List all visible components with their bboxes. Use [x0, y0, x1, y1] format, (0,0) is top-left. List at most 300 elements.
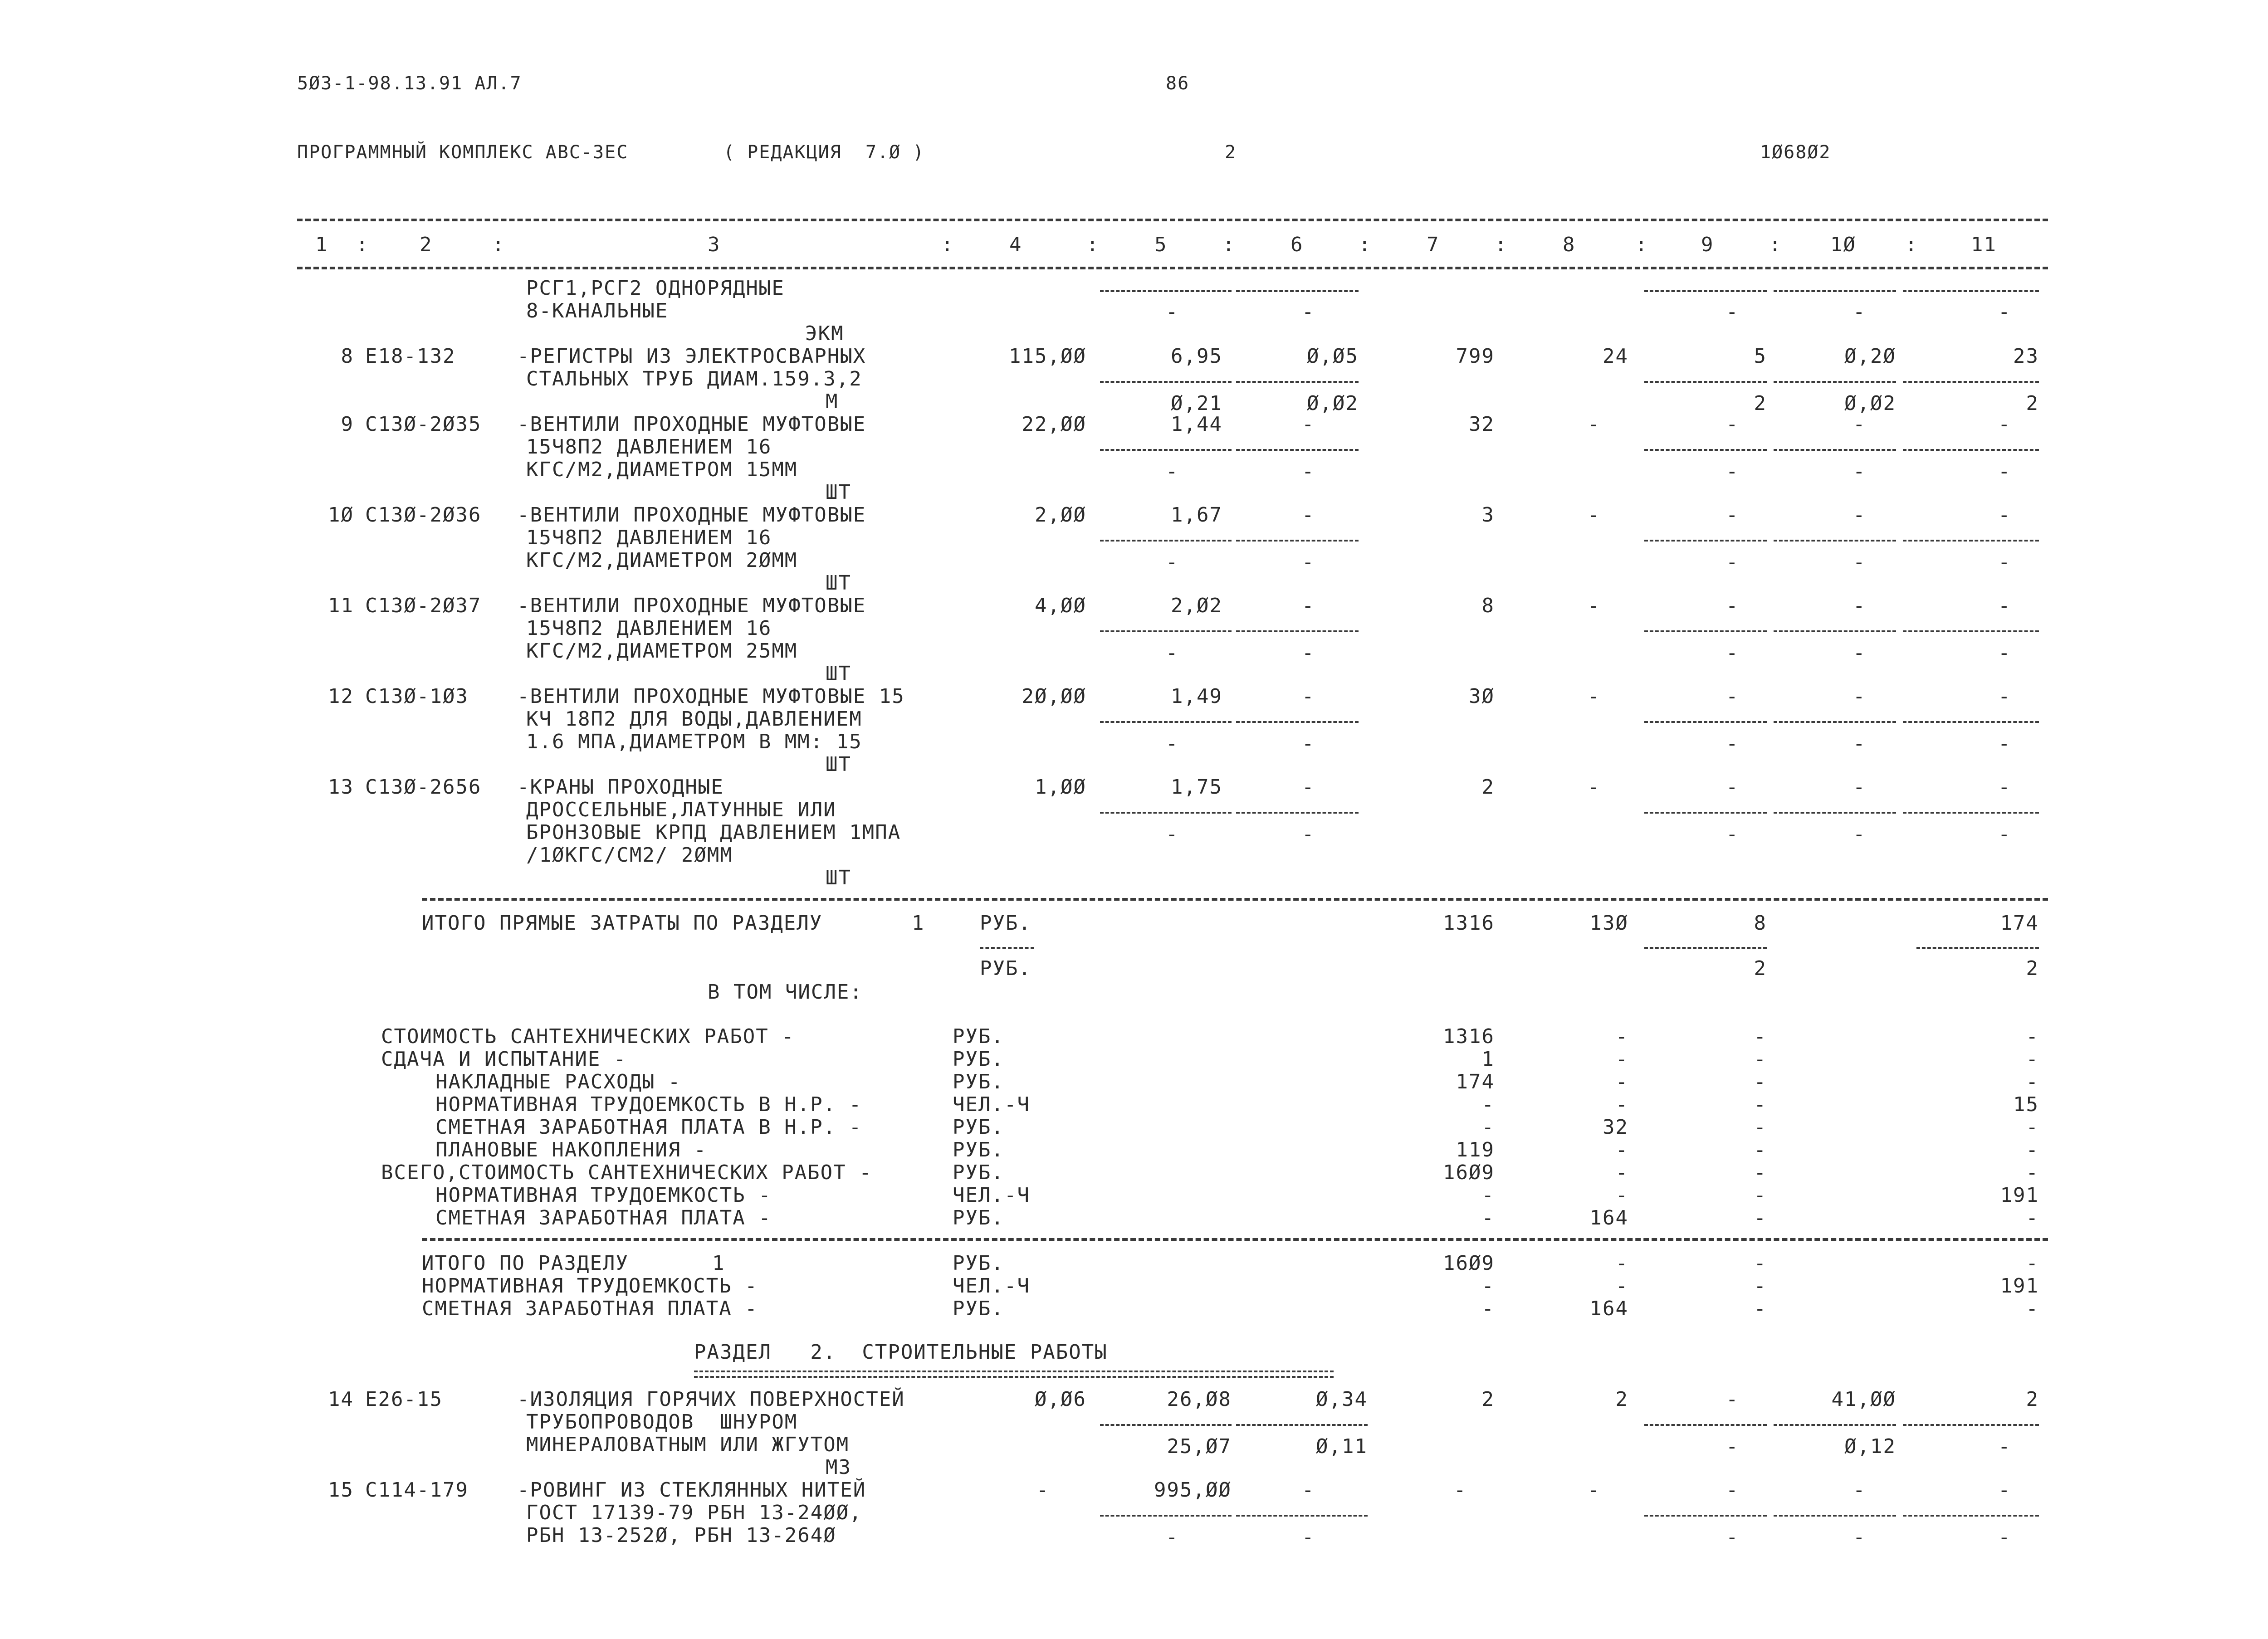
cell-value: - [2026, 1138, 2039, 1161]
cell-value: - [1853, 413, 1866, 436]
section-title-underline [694, 1371, 1334, 1378]
cell-value: 13Ø [1589, 912, 1628, 935]
cell-value: - [1588, 685, 1601, 708]
cell-value: - [1726, 1526, 1739, 1549]
cell-value: 2 [2026, 1388, 2039, 1411]
cell-value: 8 [1481, 594, 1495, 617]
item-code: Е18-132 [365, 345, 456, 368]
cell-rule [1236, 381, 1359, 383]
col-1-header: 1 [315, 233, 328, 256]
cell-value: 3 [1481, 503, 1495, 527]
cell-value: - [1615, 1161, 1628, 1184]
col-sep: : [941, 233, 954, 256]
item-description: КГС/М2,ДИАМЕТРОМ 25ММ [526, 639, 798, 663]
cell-value: Ø,Ø2 [1307, 392, 1359, 415]
cell-value: - [1754, 1274, 1767, 1298]
cell-quantity: 2Ø,ØØ [1022, 685, 1086, 708]
cell-value: 16Ø9 [1443, 1252, 1495, 1275]
col-6-header: 6 [1290, 233, 1304, 256]
cell-rule [1903, 630, 2039, 632]
cell-value: - [1302, 641, 1315, 664]
cell-rule [1916, 947, 2039, 949]
item-code: Е26-15 [365, 1388, 443, 1411]
cell-value: 25,Ø7 [1167, 1435, 1232, 1458]
cell-value: - [1302, 551, 1315, 574]
cell-rule [1644, 947, 1767, 949]
header-rule-bottom [297, 267, 2048, 269]
cell-rule [1774, 812, 1896, 814]
col-9-header: 9 [1701, 233, 1714, 256]
cell-value: - [1754, 1297, 1767, 1320]
item-description: -ВЕНТИЛИ ПРОХОДНЫЕ МУФТОВЫЕ 15 [517, 685, 905, 708]
total-label: ИТОГО ПРЯМЫЕ ЗАТРАТЫ ПО РАЗДЕЛУ [422, 912, 823, 935]
col-sep: : [1635, 233, 1648, 256]
cell-value: 2 [1481, 776, 1495, 799]
cell-rule [1644, 1424, 1767, 1426]
cell-value: - [2026, 1025, 2039, 1048]
cell-rule [1774, 630, 1896, 632]
cell-value: 1 [1481, 1048, 1495, 1071]
total-label: НОРМАТИВНАЯ ТРУДОЕМКОСТЬ - [435, 1184, 772, 1207]
cell-value: - [1998, 732, 2011, 755]
total-unit: РУБ. [953, 1048, 1004, 1071]
page-number: 86 [1166, 73, 1190, 94]
item-description: -ВЕНТИЛИ ПРОХОДНЫЕ МУФТОВЫЕ [517, 503, 866, 527]
total-unit: РУБ. [953, 1252, 1004, 1275]
cell-rule [1644, 540, 1767, 541]
item-code: С13Ø-2Ø36 [365, 503, 482, 527]
program-name: ПРОГРАММНЫЙ КОМПЛЕКС АВС-3ЕС [297, 142, 629, 163]
cell-quantity: 2,ØØ [1035, 503, 1086, 527]
cell-value: - [1998, 413, 2011, 436]
total-label: СМЕТНАЯ ЗАРАБОТНАЯ ПЛАТА - [422, 1297, 758, 1320]
cell-value: - [1588, 413, 1601, 436]
col-5-header: 5 [1154, 233, 1168, 256]
col-sep: : [1905, 233, 1918, 256]
job-number: 1Ø68Ø2 [1760, 142, 1831, 163]
cell-value: - [1302, 503, 1315, 527]
cell-value: 174 [2000, 912, 2039, 935]
item-description: -ВЕНТИЛИ ПРОХОДНЫЕ МУФТОВЫЕ [517, 594, 866, 617]
cell-value: - [1615, 1274, 1628, 1298]
cell-rule [1236, 630, 1359, 632]
item-description: СТАЛЬНЫХ ТРУБ ДИАМ.159.3,2 [526, 367, 862, 390]
cell-value: - [1166, 732, 1179, 755]
total-label: НАКЛАДНЫЕ РАСХОДЫ - [435, 1070, 681, 1093]
col-10-header: 1Ø [1830, 233, 1856, 256]
item-code: С13Ø-2Ø35 [365, 413, 482, 436]
cell-value: 2 [1754, 957, 1767, 980]
cell-value: - [1754, 1206, 1767, 1229]
item-description: -РОВИНГ ИЗ СТЕКЛЯННЫХ НИТЕЙ [517, 1478, 866, 1502]
cell-value: 8 [1754, 912, 1767, 935]
total-label: НОРМАТИВНАЯ ТРУДОЕМКОСТЬ - [422, 1274, 758, 1298]
total-label: СМЕТНАЯ ЗАРАБОТНАЯ ПЛАТА - [435, 1206, 772, 1229]
cell-rule [1100, 540, 1232, 541]
cell-value: - [1302, 732, 1315, 755]
total-unit: РУБ. [953, 1161, 1004, 1184]
cell-value: - [1853, 823, 1866, 846]
total-unit: РУБ. [953, 1138, 1004, 1161]
item-unit: ШТ [826, 866, 851, 889]
col-3-header: 3 [708, 233, 721, 256]
item-description: 8-КАНАЛЬНЫЕ [526, 299, 669, 322]
sheet-number: 2 [1225, 142, 1237, 163]
total-unit: ЧЕЛ.-Ч [953, 1093, 1030, 1116]
cell-rule [1236, 449, 1359, 451]
item-description: КГС/М2,ДИАМЕТРОМ 2ØММ [526, 549, 798, 572]
item-number: 14 [328, 1388, 354, 1411]
cell-value: - [1998, 685, 2011, 708]
cell-rule [1903, 812, 2039, 814]
cell-value: - [1302, 413, 1315, 436]
cell-value: - [1754, 1025, 1767, 1048]
col-sep: : [492, 233, 505, 256]
cell-quantity: 1,ØØ [1035, 776, 1086, 799]
cell-value: - [1726, 551, 1739, 574]
section-title: РАЗДЕЛ 2. СТРОИТЕЛЬНЫЕ РАБОТЫ [694, 1341, 1108, 1364]
item-description: /1ØКГС/СМ2/ 2ØММ [526, 844, 733, 867]
item-number: 9 [341, 413, 354, 436]
cell-value: 5 [1754, 345, 1767, 368]
cell-rule [1903, 381, 2039, 383]
cell-value: - [1726, 776, 1739, 799]
cell-rule [1644, 381, 1767, 383]
cell-value: 1,75 [1171, 776, 1222, 799]
cell-rule [1644, 630, 1767, 632]
item-description: МИНЕРАЛОВАТНЫМ ИЛИ ЖГУТОМ [526, 1433, 850, 1456]
cell-value: - [1302, 1478, 1315, 1502]
cell-value: Ø,21 [1171, 392, 1222, 415]
cell-value: - [1726, 300, 1739, 323]
item-description: ДРОССЕЛЬНЫЕ,ЛАТУННЫЕ ИЛИ [526, 798, 836, 821]
cell-value: - [1615, 1025, 1628, 1048]
cell-value: 2 [1481, 1388, 1495, 1411]
item-unit: М3 [826, 1456, 851, 1479]
item-description: -РЕГИСТРЫ ИЗ ЭЛЕКТРОСВАРНЫХ [517, 345, 866, 368]
item-code: С114-179 [365, 1478, 469, 1502]
col-7-header: 7 [1427, 233, 1440, 256]
cell-value: - [1998, 460, 2011, 483]
cell-value: - [1615, 1138, 1628, 1161]
cell-value: 191 [2000, 1274, 2039, 1298]
cell-value: 164 [1589, 1297, 1628, 1320]
total-unit: РУБ. [953, 1206, 1004, 1229]
cell-value: - [1853, 503, 1866, 527]
cell-value: - [1853, 1478, 1866, 1502]
col-2-header: 2 [420, 233, 433, 256]
total-label: ВСЕГО,СТОИМОСТЬ САНТЕХНИЧЕСКИХ РАБОТ - [381, 1161, 872, 1184]
total-unit: РУБ. [953, 1025, 1004, 1048]
cell-value: - [1166, 823, 1179, 846]
program-edition: ( РЕДАКЦИЯ 7.Ø ) [723, 142, 925, 163]
cell-value: - [1726, 685, 1739, 708]
cell-value: - [1302, 300, 1315, 323]
cell-value: - [1615, 1093, 1628, 1116]
cell-value: - [1998, 551, 2011, 574]
cell-value: 23 [2013, 345, 2039, 368]
cell-value: - [1166, 551, 1179, 574]
cell-value: 174 [1456, 1070, 1495, 1093]
cell-value: - [1853, 551, 1866, 574]
cell-value: - [1481, 1274, 1495, 1298]
cell-rule [1903, 721, 2039, 723]
cell-rule [1100, 449, 1232, 451]
cell-value: - [1754, 1138, 1767, 1161]
cell-value: - [1615, 1184, 1628, 1207]
cell-value: - [1615, 1070, 1628, 1093]
cell-value: - [1481, 1093, 1495, 1116]
cell-value: - [1998, 503, 2011, 527]
cell-rule [1903, 1515, 2039, 1517]
cell-value: - [1998, 823, 2011, 846]
cell-value: - [1754, 1048, 1767, 1071]
cell-value: - [1754, 1161, 1767, 1184]
item-number: 8 [341, 345, 354, 368]
cell-value: Ø,2Ø [1844, 345, 1896, 368]
cell-rule [1903, 1424, 2039, 1426]
total-label: СМЕТНАЯ ЗАРАБОТНАЯ ПЛАТА В Н.Р. - [435, 1116, 862, 1139]
cell-value: 191 [2000, 1184, 2039, 1207]
total-unit: ЧЕЛ.-Ч [953, 1274, 1030, 1298]
col-sep: : [1495, 233, 1508, 256]
item-description: ТРУБОПРОВОДОВ ШНУРОМ [526, 1410, 798, 1434]
total-unit: ЧЕЛ.-Ч [953, 1184, 1030, 1207]
cell-value: - [1726, 1478, 1739, 1502]
cell-value: - [1615, 1048, 1628, 1071]
item-number: 12 [328, 685, 354, 708]
cell-value: - [2026, 1070, 2039, 1093]
total-label: СТОИМОСТЬ САНТЕХНИЧЕСКИХ РАБОТ - [381, 1025, 795, 1048]
cell-value: - [1998, 300, 2011, 323]
cell-rule [1774, 540, 1896, 541]
item-description: -КРАНЫ ПРОХОДНЫЕ [517, 776, 724, 799]
cell-value: - [2026, 1297, 2039, 1320]
cell-value: 119 [1456, 1138, 1495, 1161]
cell-value: - [1853, 685, 1866, 708]
item-unit: ШТ [826, 753, 851, 776]
cell-value: - [1302, 823, 1315, 846]
cell-value: 15 [2013, 1093, 2039, 1116]
cell-value: 1,44 [1171, 413, 1222, 436]
cell-value: - [1302, 460, 1315, 483]
item-code: С13Ø-2656 [365, 776, 482, 799]
cell-value: - [1302, 776, 1315, 799]
cell-rule [1644, 449, 1767, 451]
cell-rule [1236, 1515, 1368, 1517]
cell-rule [1774, 381, 1896, 383]
item-number: 1Ø [328, 503, 354, 527]
cell-value: 1316 [1443, 1025, 1495, 1048]
col-sep: : [1086, 233, 1100, 256]
cell-value: 995,ØØ [1154, 1478, 1232, 1502]
cell-value: - [1588, 594, 1601, 617]
cell-value: - [1481, 1206, 1495, 1229]
total-unit: РУБ. [953, 1116, 1004, 1139]
cell-rule [1774, 290, 1896, 292]
cell-value: - [2026, 1161, 2039, 1184]
cell-value: - [1853, 594, 1866, 617]
item-description: РСГ1,РСГ2 ОДНОРЯДНЫЕ [526, 277, 785, 300]
totals-rule [422, 898, 2048, 901]
cell-rule [1100, 381, 1232, 383]
cell-value: - [1166, 300, 1179, 323]
cell-value: 164 [1589, 1206, 1628, 1229]
total-section-number: 1 [712, 1252, 725, 1275]
cell-value: 2 [1615, 1388, 1628, 1411]
cell-rule [1236, 1424, 1368, 1426]
item-description: РБН 13-252Ø, РБН 13-264Ø [526, 1524, 836, 1547]
cell-rule [1236, 721, 1359, 723]
cell-value: - [1754, 1252, 1767, 1275]
cell-value: - [1754, 1116, 1767, 1139]
cell-value: 2 [1754, 392, 1767, 415]
cell-value: - [1726, 1388, 1739, 1411]
cell-rule [1236, 540, 1359, 541]
total-label: ПЛАНОВЫЕ НАКОПЛЕНИЯ - [435, 1138, 707, 1161]
col-sep: : [1769, 233, 1782, 256]
cell-value: 26,Ø8 [1167, 1388, 1232, 1411]
item-unit: ШТ [826, 662, 851, 685]
cell-value: - [1302, 1526, 1315, 1549]
total-label: СДАЧА И ИСПЫТАНИЕ - [381, 1048, 627, 1071]
total-label: ИТОГО ПО РАЗДЕЛУ [422, 1252, 629, 1275]
cell-value: - [1481, 1116, 1495, 1139]
cell-value: - [1754, 1070, 1767, 1093]
item-code: С13Ø-1Ø3 [365, 685, 469, 708]
item-description: 15Ч8П2 ДАВЛЕНИЕМ 16 [526, 435, 772, 459]
cell-value: - [1754, 1093, 1767, 1116]
cell-rule [1100, 812, 1232, 814]
cell-value: 41,ØØ [1831, 1388, 1896, 1411]
cell-value: 2 [2026, 957, 2039, 980]
header-rule-top [297, 219, 2048, 221]
item-description: -ИЗОЛЯЦИЯ ГОРЯЧИХ ПОВЕРХНОСТЕЙ [517, 1388, 905, 1411]
cell-value: - [1726, 503, 1739, 527]
cell-rule [1644, 290, 1767, 292]
col-sep: : [356, 233, 369, 256]
total-section-number: 1 [912, 912, 925, 935]
cell-value: 16Ø9 [1443, 1161, 1495, 1184]
cell-quantity: 115,ØØ [1009, 345, 1086, 368]
cell-value: - [1726, 594, 1739, 617]
cell-value: - [1166, 1526, 1179, 1549]
cell-value: - [1615, 1252, 1628, 1275]
cell-value: 32 [1469, 413, 1495, 436]
cell-rule [1774, 721, 1896, 723]
cell-value: - [1998, 776, 2011, 799]
item-code: С13Ø-2Ø37 [365, 594, 482, 617]
cell-rule [1100, 290, 1232, 292]
cell-quantity: 4,ØØ [1035, 594, 1086, 617]
cell-value: 2 [2026, 392, 2039, 415]
cell-value: - [1853, 776, 1866, 799]
cell-value: - [1754, 1184, 1767, 1207]
cell-value: - [2026, 1048, 2039, 1071]
cell-value: - [1166, 641, 1179, 664]
cell-value: - [1036, 1478, 1050, 1502]
cell-rule [1903, 290, 2039, 292]
cell-value: 32 [1603, 1116, 1628, 1139]
cell-value: - [1166, 460, 1179, 483]
item-unit: ЭКМ [805, 322, 844, 345]
cell-value: - [1726, 732, 1739, 755]
cell-value: 799 [1456, 345, 1495, 368]
cell-value: - [1302, 594, 1315, 617]
cell-rule [1100, 1424, 1232, 1426]
item-number: 13 [328, 776, 354, 799]
cell-rule [1644, 812, 1767, 814]
cell-value: - [2026, 1206, 2039, 1229]
cell-rule [1903, 540, 2039, 541]
cell-value: - [1481, 1297, 1495, 1320]
item-unit: ШТ [826, 481, 851, 504]
total-unit: РУБ. [980, 957, 1031, 980]
item-unit: ШТ [826, 571, 851, 595]
cell-value: - [1853, 1526, 1866, 1549]
cell-rule [1644, 721, 1767, 723]
cell-value: - [1726, 641, 1739, 664]
cell-value: Ø,12 [1844, 1435, 1896, 1458]
cell-rule [1236, 290, 1359, 292]
total-label: НОРМАТИВНАЯ ТРУДОЕМКОСТЬ В Н.Р. - [435, 1093, 862, 1116]
cell-value: Ø,Ø2 [1844, 392, 1896, 415]
item-description: 15Ч8П2 ДАВЛЕНИЕМ 16 [526, 526, 772, 549]
cell-value: - [1454, 1478, 1467, 1502]
cell-rule [1774, 1515, 1896, 1517]
cell-value: 1,49 [1171, 685, 1222, 708]
cell-value: - [2026, 1116, 2039, 1139]
cell-quantity: Ø,Ø6 [1035, 1388, 1086, 1411]
cell-value: - [1998, 594, 2011, 617]
cell-rule [1903, 449, 2039, 451]
item-description: БРОНЗОВЫЕ КРПД ДАВЛЕНИЕМ 1МПА [526, 821, 901, 844]
item-description: КГС/М2,ДИАМЕТРОМ 15ММ [526, 458, 798, 481]
cell-rule [1100, 630, 1232, 632]
total-unit: РУБ. [953, 1070, 1004, 1093]
cell-value: - [1998, 1478, 2011, 1502]
cell-value: 6,95 [1171, 345, 1222, 368]
item-number: 11 [328, 594, 354, 617]
item-description: -ВЕНТИЛИ ПРОХОДНЫЕ МУФТОВЫЕ [517, 413, 866, 436]
total-unit: РУБ. [953, 1297, 1004, 1320]
cell-rule [1644, 1515, 1767, 1517]
cell-value: 2,Ø2 [1171, 594, 1222, 617]
item-description: 15Ч8П2 ДАВЛЕНИЕМ 16 [526, 617, 772, 640]
document-code: 5Ø3-1-98.13.91 АЛ.7 [297, 73, 522, 94]
cell-value: Ø,34 [1316, 1388, 1368, 1411]
including-heading: В ТОМ ЧИСЛЕ: [708, 980, 863, 1004]
total-unit: РУБ. [980, 912, 1031, 935]
col-11-header: 11 [1971, 233, 1997, 256]
cell-rule [980, 947, 1034, 949]
item-number: 15 [328, 1478, 354, 1502]
cell-rule [1236, 812, 1359, 814]
col-sep: : [1359, 233, 1372, 256]
item-unit: М [826, 390, 839, 413]
cell-rule [1100, 1515, 1232, 1517]
cell-value: - [1998, 1435, 2011, 1458]
cell-value: - [1726, 460, 1739, 483]
cell-value: - [1726, 823, 1739, 846]
section-total-rule [422, 1238, 2048, 1241]
cell-value: 1,67 [1171, 503, 1222, 527]
cell-value: 1316 [1443, 912, 1495, 935]
item-description: 1.6 МПА,ДИАМЕТРОМ В ММ: 15 [526, 730, 862, 753]
cell-value: Ø,Ø5 [1307, 345, 1359, 368]
cell-value: - [1998, 641, 2011, 664]
col-sep: : [1222, 233, 1236, 256]
